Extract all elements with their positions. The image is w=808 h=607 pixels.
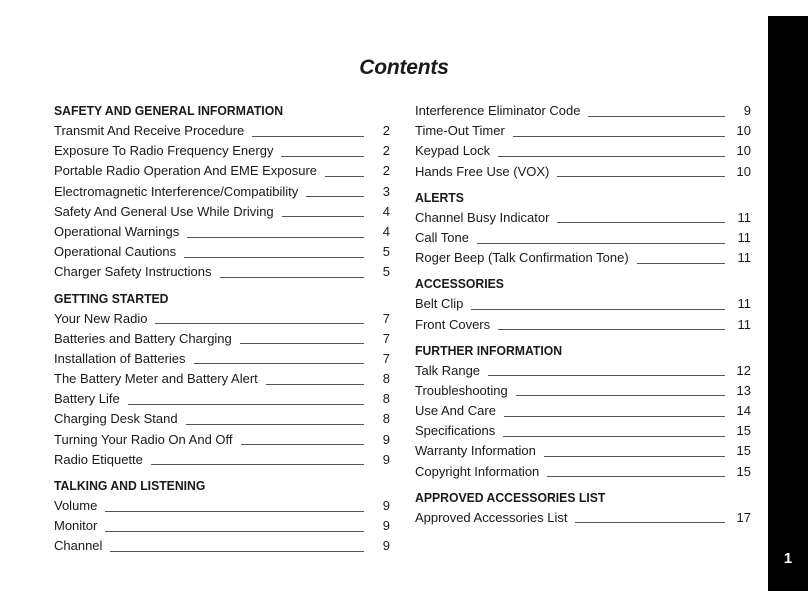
toc-entry-label: Hands Free Use (VOX): [415, 163, 550, 179]
toc-leader-line: [184, 257, 364, 258]
toc-leader-line: [105, 511, 364, 512]
toc-entry-label: Exposure To Radio Frequency Energy: [54, 143, 274, 159]
toc-leader-line: [575, 522, 724, 523]
toc-entry-label: Monitor: [54, 518, 98, 534]
toc-entry-page: 5: [382, 244, 390, 260]
toc-entry-label: Turning Your Radio On And Off: [54, 431, 233, 447]
toc-entry-page: 14: [736, 403, 751, 419]
toc-leader-line: [488, 375, 724, 376]
toc-entry-page: 11: [737, 209, 751, 225]
toc-leader-line: [281, 156, 364, 157]
toc-entry-page: 8: [382, 391, 390, 407]
toc-entry-label: Time-Out Timer: [415, 123, 505, 139]
toc-entry-page: 9: [382, 538, 390, 554]
toc-leader-line: [110, 551, 364, 552]
toc-leader-line: [547, 476, 724, 477]
toc-entry-page: 11: [737, 229, 751, 245]
toc-entry[interactable]: [54, 262, 390, 282]
toc-entry-label: Installation of Batteries: [54, 350, 186, 366]
toc-entry-label: Specifications: [415, 423, 496, 439]
toc-leader-line: [503, 436, 724, 437]
toc-entry-label: Use And Care: [415, 403, 496, 419]
toc-leader-line: [105, 531, 364, 532]
toc-leader-line: [241, 444, 364, 445]
toc-entry-page: 2: [382, 123, 390, 138]
toc-leader-line: [128, 404, 364, 405]
toc-entry-page: 15: [736, 463, 751, 479]
toc-leader-line: [544, 456, 725, 457]
toc-entry-page: 11: [737, 316, 751, 332]
toc-entry-page: 9: [743, 103, 751, 118]
toc-entry-label: Portable Radio Operation And EME Exposure: [54, 163, 318, 179]
toc-entry-page: 11: [737, 250, 751, 266]
toc-leader-line: [637, 263, 725, 264]
toc-leader-line: [252, 136, 364, 137]
toc-entry[interactable]: [415, 121, 751, 141]
toc-entry-label: Operational Warnings: [54, 223, 180, 239]
toc-leader-line: [187, 237, 364, 238]
toc-entry-page: 15: [736, 443, 751, 459]
toc-entry-page: 4: [382, 223, 390, 239]
toc-leader-line: [504, 416, 725, 417]
toc-entry-page: 13: [736, 382, 751, 398]
toc-entry[interactable]: [54, 161, 390, 181]
toc-entry[interactable]: [54, 389, 390, 409]
toc-entry-label: Talk Range: [415, 362, 481, 378]
toc-entry-page: 12: [736, 362, 751, 378]
toc-entry-label: Belt Clip: [415, 296, 464, 312]
toc-entry[interactable]: [415, 421, 751, 441]
toc-entry-label: Electromagnetic Interference/Compatibility: [54, 183, 299, 199]
toc-entry[interactable]: [54, 496, 390, 516]
page-tab: [768, 16, 808, 591]
toc-entry-page: 2: [382, 143, 390, 159]
toc-entry[interactable]: [415, 228, 751, 248]
toc-section: [415, 274, 751, 334]
toc-leader-line: [220, 277, 364, 278]
toc-entry-page: 17: [736, 509, 751, 525]
toc-entry-label: Channel: [54, 538, 103, 554]
toc-entry-page: 7: [382, 330, 390, 346]
toc-entry[interactable]: [54, 369, 390, 389]
toc-entry-label: Operational Cautions: [54, 244, 177, 260]
toc-entry-label: Battery Life: [54, 391, 120, 407]
toc-leader-line: [477, 243, 725, 244]
toc-entry-page: 10: [736, 123, 751, 139]
toc-entry-page: 9: [382, 451, 390, 467]
toc-entry-page: 4: [382, 203, 390, 219]
toc-section: [415, 488, 751, 528]
toc-column-left: [54, 101, 390, 563]
toc-leader-line: [151, 464, 364, 465]
toc-entry[interactable]: [54, 182, 390, 202]
page-title: Contents: [359, 56, 449, 79]
section-heading: ACCESSORIES: [415, 276, 504, 292]
section-heading: SAFETY AND GENERAL INFORMATION: [54, 103, 284, 118]
toc-section: [415, 101, 751, 182]
section-heading: APPROVED ACCESSORIES LIST: [415, 489, 606, 505]
toc-leader-line: [240, 343, 364, 344]
toc-entry[interactable]: [415, 208, 751, 228]
toc-entry[interactable]: [54, 141, 390, 161]
toc-entry[interactable]: [54, 430, 390, 450]
toc-entry-label: Interference Eliminator Code: [415, 103, 581, 118]
toc-entry-label: Call Tone: [415, 229, 469, 245]
toc-leader-line: [186, 424, 364, 425]
toc-entry-page: 3: [382, 183, 390, 199]
toc-entry[interactable]: [54, 329, 390, 349]
toc-entry-label: Front Covers: [415, 316, 491, 332]
toc-entry-page: 9: [382, 518, 390, 534]
toc-entry[interactable]: [54, 536, 390, 556]
toc-leader-line: [557, 176, 724, 177]
toc-leader-line: [282, 216, 364, 217]
toc-entry[interactable]: [415, 508, 751, 528]
toc-entry-label: Approved Accessories List: [415, 509, 568, 525]
toc-entry[interactable]: [54, 309, 390, 329]
toc-entry-page: 7: [382, 350, 390, 366]
section-heading: ALERTS: [415, 189, 464, 205]
toc-section: [415, 188, 751, 269]
toc-entry-page: 9: [382, 498, 390, 513]
toc-entry-page: 10: [736, 163, 751, 179]
toc-leader-line: [155, 323, 364, 324]
toc-entry-label: Roger Beep (Talk Confirmation Tone): [415, 250, 629, 266]
toc-entry-label: Batteries and Battery Charging: [54, 330, 232, 346]
toc-entry-page: 2: [382, 163, 390, 179]
toc-entry-page: 9: [382, 431, 390, 447]
toc-leader-line: [588, 116, 725, 117]
toc-entry-page: 8: [382, 411, 390, 427]
toc-entry-label: Keypad Lock: [415, 143, 491, 159]
toc-leader-line: [194, 363, 364, 364]
toc-entry-label: Troubleshooting: [415, 382, 508, 398]
toc-entry[interactable]: [415, 101, 751, 121]
toc-entry-label: Transmit And Receive Procedure: [54, 123, 245, 138]
toc-leader-line: [513, 136, 725, 137]
toc-leader-line: [325, 176, 364, 177]
toc-entry[interactable]: [415, 141, 751, 161]
toc-entry[interactable]: [415, 441, 751, 461]
toc-section: [54, 101, 390, 283]
section-heading: GETTING STARTED: [54, 290, 169, 306]
toc-entry-label: Warranty Information: [415, 443, 536, 459]
toc-entry[interactable]: [415, 361, 751, 381]
toc-entry-label: The Battery Meter and Battery Alert: [54, 371, 258, 387]
toc-entry-label: Radio Etiquette: [54, 451, 143, 467]
toc-entry[interactable]: [415, 248, 751, 268]
toc-section: [54, 289, 390, 471]
toc-entry-label: Volume: [54, 498, 98, 513]
toc-entry[interactable]: [54, 349, 390, 369]
toc-entry-page: 10: [736, 143, 751, 159]
toc-entry[interactable]: [415, 381, 751, 401]
toc-leader-line: [266, 384, 364, 385]
page-number: 1: [783, 550, 793, 567]
toc-entry[interactable]: [54, 450, 390, 470]
toc-entry[interactable]: [415, 315, 751, 335]
toc-entry-page: 8: [382, 371, 390, 387]
toc-entry-label: Safety And General Use While Driving: [54, 203, 274, 219]
toc-leader-line: [471, 309, 725, 310]
toc-leader-line: [498, 156, 724, 157]
toc-entry-label: Channel Busy Indicator: [415, 209, 550, 225]
toc-entry-label: Charger Safety Instructions: [54, 264, 212, 280]
toc-entry[interactable]: [54, 242, 390, 262]
toc-entry-page: 11: [737, 296, 751, 312]
toc-leader-line: [557, 222, 725, 223]
toc-entry[interactable]: [415, 294, 751, 314]
toc-leader-line: [306, 196, 364, 197]
toc-leader-line: [498, 329, 725, 330]
toc-entry[interactable]: [54, 516, 390, 536]
toc-section: [415, 341, 751, 482]
toc-entry[interactable]: [415, 462, 751, 482]
toc-column-right: [415, 101, 751, 534]
toc-entry[interactable]: [415, 401, 751, 421]
toc-entry[interactable]: [54, 222, 390, 242]
toc-entry-page: 7: [382, 310, 390, 326]
toc-entry-label: Your New Radio: [54, 310, 148, 326]
section-heading: FURTHER INFORMATION: [415, 342, 563, 358]
toc-entry[interactable]: [54, 409, 390, 429]
toc-entry-page: 15: [736, 423, 751, 439]
toc-section: [54, 476, 390, 557]
toc-entry-label: Copyright Information: [415, 463, 540, 479]
toc-entry-page: 5: [382, 264, 390, 280]
toc-entry-label: Charging Desk Stand: [54, 411, 178, 427]
section-heading: TALKING AND LISTENING: [54, 478, 206, 493]
toc-entry[interactable]: [54, 202, 390, 222]
toc-entry[interactable]: [54, 121, 390, 141]
toc-leader-line: [516, 395, 725, 396]
toc-entry[interactable]: [415, 162, 751, 182]
